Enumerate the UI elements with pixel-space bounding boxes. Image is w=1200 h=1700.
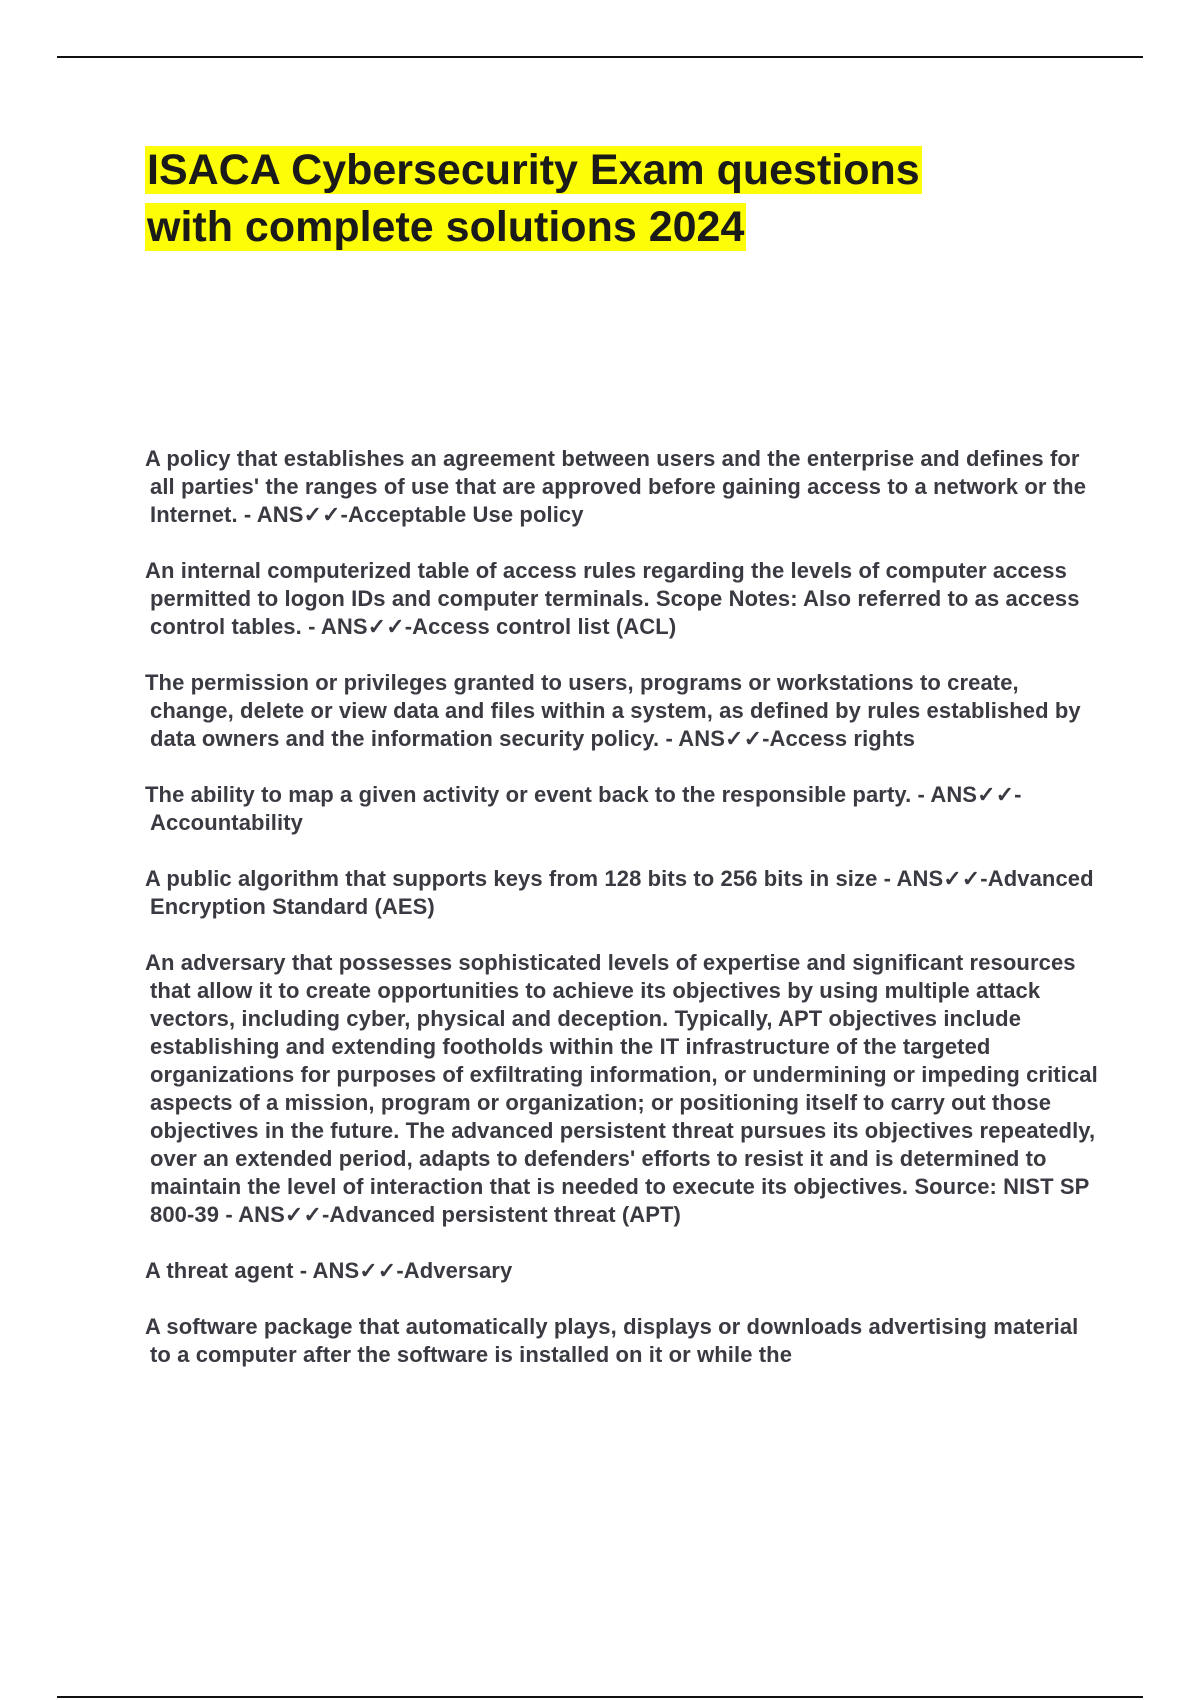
- title-highlight: [145, 146, 922, 251]
- qa-item-adversary: A threat agent - ANS✓✓-Adversary: [145, 1258, 513, 1283]
- qa-item-adware: A software package that automatically plays, displays or downloads advertising material to a computer after the software is installed on it or while the: [145, 1314, 1079, 1367]
- qa-item-accountability: The ability to map a given activity or event back to the responsible party. - ANS✓✓-Accountability: [145, 782, 1022, 835]
- qa-item-access-rights: The permission or privileges granted to users, programs or workstations to create, change, delete or view data and files within a system, as defined by rules established by data owners and the information security policy. - ANS✓✓-Access rights: [145, 670, 1081, 751]
- qa-item-acceptable-use-policy: A policy that establishes an agreement between users and the enterprise and defines for all parties' the ranges of use that are approved before gaining access to a network or the Internet. - ANS✓✓-Acceptable Use policy: [145, 446, 1087, 527]
- page-title: [145, 142, 1065, 256]
- qa-list: [145, 445, 1100, 1369]
- title-line-1: ISACA Cybersecurity Exam questions: [147, 146, 920, 194]
- title-line-2: with complete solutions 2024: [147, 203, 745, 251]
- qa-item-apt: An adversary that possesses sophisticated levels of expertise and significant resources that allow it to create opportunities to achieve its objectives by using multiple attack vectors, including cyber, physical and deception. Typically, APT objectives include establishing and extending footholds within the IT infrastructure of the targeted organizations for purposes of exfiltrating information, or undermining or impeding critical aspects of a mission, program or organization; or positioning itself to carry out those objectives in the future. The advanced persistent threat pursues its objectives repeatedly, over an extended period, adapts to defenders' efforts to resist it and is determined to maintain the level of interaction that is needed to execute its objectives. Source: NIST SP 800-39 - ANS✓✓-Advanced persistent threat (APT): [145, 950, 1098, 1227]
- qa-item-aes: A public algorithm that supports keys from 128 bits to 256 bits in size - ANS✓✓-Advanced Encryption Standard (AES): [145, 866, 1094, 919]
- header-rule: [57, 56, 1143, 58]
- footer-rule: [57, 1696, 1143, 1698]
- qa-item-access-control-list: An internal computerized table of access rules regarding the levels of computer access permitted to logon IDs and computer terminals. Scope Notes: Also referred to as access control tables. - ANS✓✓-Access control list (ACL): [145, 558, 1080, 639]
